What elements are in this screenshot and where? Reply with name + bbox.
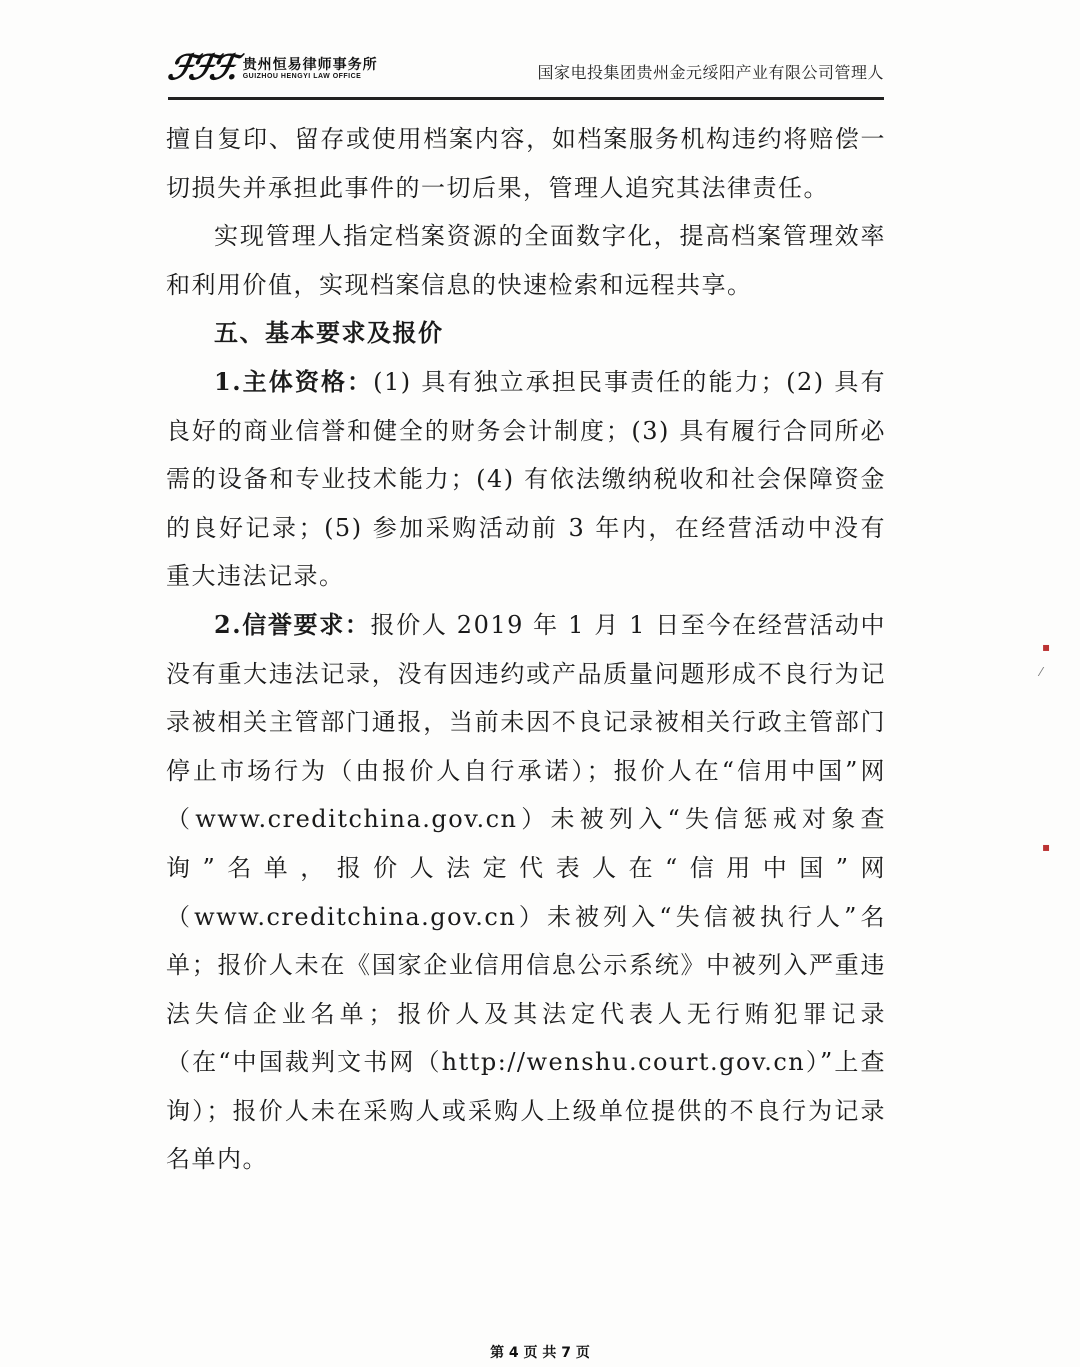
section-heading: 五、基本要求及报价	[214, 318, 444, 348]
item-subject-qualification	[166, 358, 886, 601]
item-label: 1.主体资格：	[214, 366, 374, 396]
scan-mark: ⁄	[1040, 665, 1043, 679]
header-org-name: 国家电投集团贵州金元绥阳产业有限公司管理人	[537, 63, 884, 82]
logo-mark: ℱℱℱ.	[164, 50, 237, 87]
logo-en-name: GUIZHOU HENGYI LAW OFFICE	[242, 73, 362, 81]
item-credit-requirement	[166, 601, 886, 1184]
document-body	[166, 115, 886, 1184]
header-rule	[168, 97, 884, 100]
paragraph-continued: 擅自复印、留存或使用档案内容，如档案服务机构违约将赔偿一切损失并承担此事件的一切后果，管理人追究其法律责任。	[166, 125, 886, 202]
scan-mark: ▪	[1042, 840, 1051, 854]
paragraph-digitization: 实现管理人指定档案资源的全面数字化，提高档案管理效率和利用价值，实现档案信息的快速检索和远程共享。	[166, 222, 886, 299]
page-header	[0, 0, 1080, 104]
item-text: 报价人 2019 年 1 月 1 日至今在经营活动中没有重大违法记录，没有因违约或产品质量问题形成不良行为记录被相关主管部门通报，当前未因不良记录被相关行政主管部门停止市场行为（由报价人自行承诺）；报价人在“信用中国”网（www.creditchina.gov.cn）未被列入“失信惩戒对象查询”名单，报价人法定代表人在“信用中国”网（www.creditchina.gov.cn）未被列入“失信被执行人”名单；报价人未在《国家企业信用信息公示系统》中被列入严重违法失信企业名单；报价人及其法定代表人无行贿犯罪记录（在“中国裁判文书网（http://wenshu.court.gov.cn）”上查询）；报价人未在采购人或采购人上级单位提供的不良行为记录名单内。	[166, 610, 886, 1174]
law-office-logo	[164, 50, 378, 87]
logo-cn-name: 贵州恒易律师事务所	[242, 56, 378, 73]
item-text: (1) 具有独立承担民事责任的能力；(2) 具有良好的商业信誉和健全的财务会计制度；(3) 具有履行合同所必需的设备和专业技术能力；(4) 有依法缴纳税收和社会保障资金的良好记录；(5) 参加采购活动前 3 年内，在经营活动中没有重大违法记录。	[166, 367, 886, 591]
scan-mark: ▪	[1042, 640, 1051, 654]
page-number: 第 4 页 共 7 页	[490, 1345, 590, 1361]
item-label: 2.信誉要求：	[214, 609, 371, 639]
logo-text	[243, 58, 378, 80]
